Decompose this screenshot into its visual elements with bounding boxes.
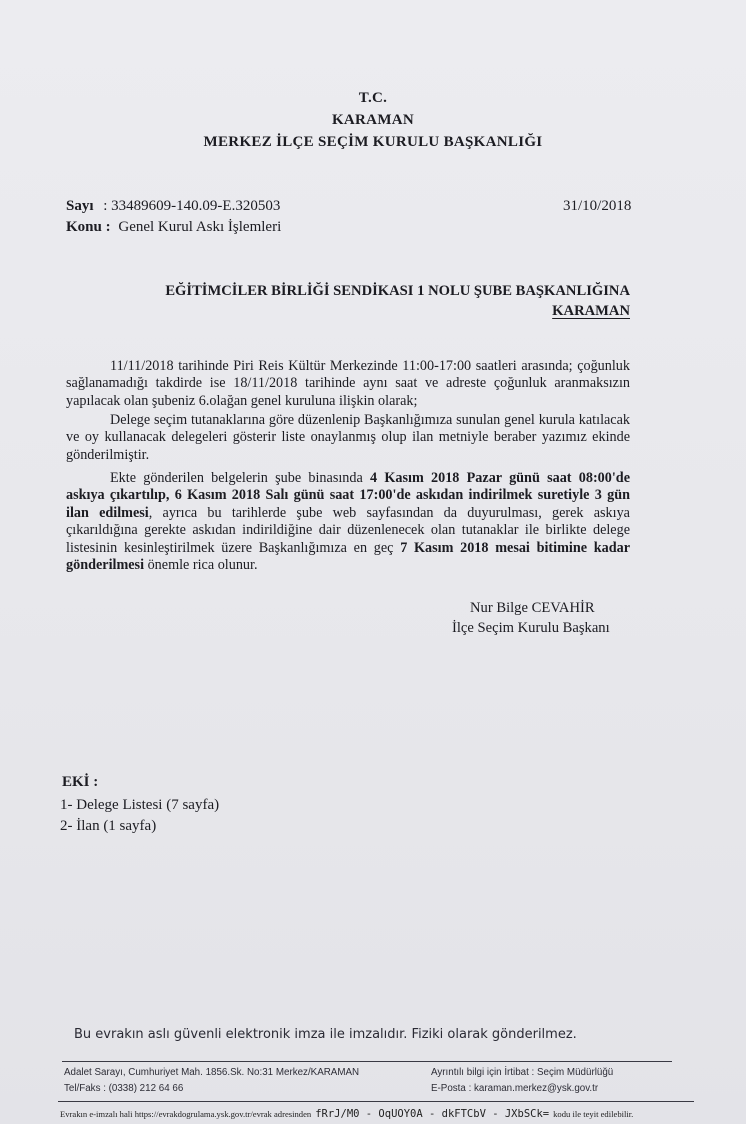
paragraph-3-deadline: 7 Kasım 2018 mesai bitimine kadar gönderilmesi (66, 539, 631, 574)
addressee-city: KARAMAN (552, 303, 630, 319)
footer-email: E-Posta : karaman.merkez@ysk.gov.tr (431, 1083, 599, 1094)
konu-value: Genel Kurul Askı İşlemleri (118, 219, 282, 235)
attachments-label: EKİ : (62, 774, 99, 790)
header-institution: MERKEZ İLÇE SEÇİM KURULU BAŞKANLIĞI (203, 134, 543, 150)
sayi-value: : 33489609-140.09-E.320503 (103, 198, 281, 214)
esignature-note: Bu evrakın aslı güvenli elektronik imza ile imzalıdır. Fiziki olarak gönderilmez. (74, 1027, 577, 1042)
body-paragraph-3 (66, 470, 630, 574)
footer-divider-bottom (58, 1101, 694, 1102)
footer-contact: Ayrıntılı bilgi için İrtibat : Seçim Müdürlüğü (431, 1067, 614, 1078)
header-city: KARAMAN (331, 112, 415, 128)
paragraph-3-posting-dates: 4 Kasım 2018 Pazar günü saat 08:00'de askıya çıkartılıp, 6 Kasım 2018 Salı günü saat 17:00'de askıdan indirilmek suretiyle 3 gün ilan edilmesi (66, 470, 630, 521)
paragraph-3-intro: Ekte gönderilen belgelerin şube binasında (110, 470, 363, 486)
header-tc: T.C. (358, 90, 388, 106)
sayi-row (66, 198, 280, 215)
paragraph-1-text: 11/11/2018 tarihinde Piri Reis Kültür Merkezinde 11:00-17:00 saatleri arasında; çoğunluk sağlanamadığı takdirde ise 18/11/2018 tarihinde aynı saat ve adreste çoğunluk aranmaksızın yapılacak olan şubeniz 6.olağan genel kuruluna ilişkin olarak; (66, 358, 630, 409)
signatory-name: Nur Bilge CEVAHİR (470, 600, 595, 616)
paragraph-3-closing: önemle rica olunur. (147, 557, 258, 574)
konu-row (66, 219, 281, 236)
body-paragraph-2 (66, 412, 630, 464)
attachment-item-1: 1- Delege Listesi (7 sayfa) (60, 797, 220, 813)
body-paragraph-1 (66, 358, 630, 410)
verification-code: fRrJ/M0 - OqUOY0A - dkFTCbV - JXbSCk= (315, 1108, 550, 1120)
addressee-name: EĞİTİMCİLER BİRLİĞİ SENDİKASI 1 NOLU ŞUBE BAŞKANLIĞINA (165, 283, 630, 299)
document-date: 31/10/2018 (563, 198, 632, 214)
konu-label: Konu : (66, 219, 111, 235)
verification-line (60, 1104, 633, 1122)
attachment-item-2: 2- İlan (1 sayfa) (60, 818, 157, 834)
verification-suffix: kodu ile teyit edilebilir. (553, 1109, 634, 1119)
footer-address: Adalet Sarayı, Cumhuriyet Mah. 1856.Sk. No:31 Merkez/KARAMAN (64, 1067, 360, 1078)
verification-prefix: Evrakın e-imzalı hali https://evrakdogrulama.ysk.gov.tr/evrak adresinden (60, 1109, 312, 1119)
footer-divider-top (62, 1061, 672, 1062)
paragraph-2-text: Delege seçim tutanaklarına göre düzenlenip Başkanlığımıza sunulan genel kurula katılacak ve oy kullanacak delegeleri gösterir liste onaylanmış olup ilan metniyle beraber yazımız ekinde gönderilmiştir. (66, 412, 630, 463)
paragraph-3-middle: , ayrıca bu tarihlerde şube web sayfasından da duyurulması, gerek askıya çıkarıldığına gerekte askıdan indirildiğine dair düzenlenecek olan tutanaklar ile birlikte delege listesinin kesinleştirilmek üzere Başkanlığımıza en geç (66, 504, 630, 556)
footer-phone: Tel/Faks : (0338) 212 64 66 (64, 1083, 184, 1094)
sayi-label: Sayı (66, 198, 94, 214)
signatory-title: İlçe Seçim Kurulu Başkanı (452, 620, 610, 636)
